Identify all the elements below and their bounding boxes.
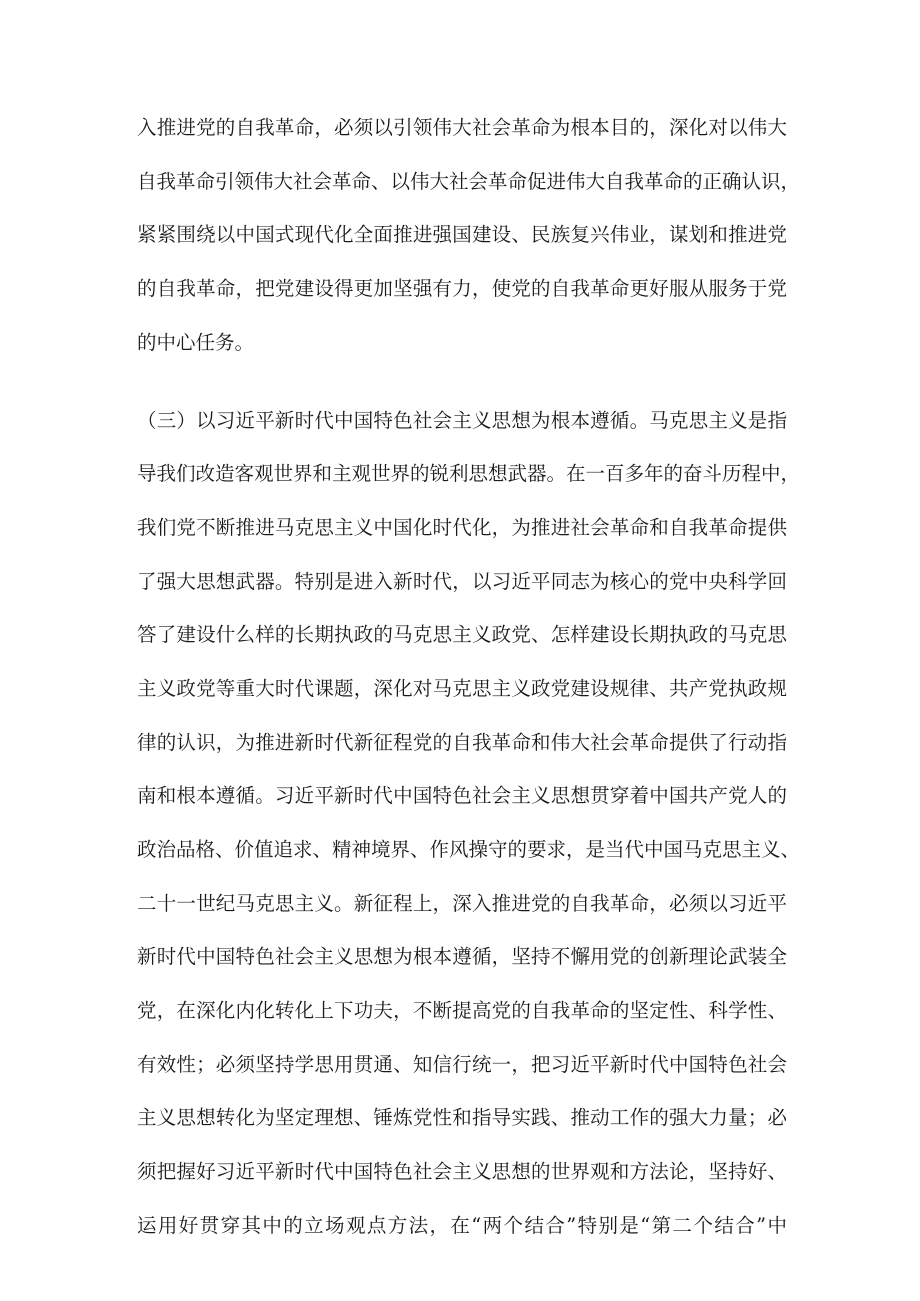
text-line: 入推进党的自我革命，必须以引领伟大社会革命为根本目的，深化对以伟大	[137, 116, 787, 139]
text-line: 二十一世纪马克思主义。新征程上，深入推进党的自我革命，必须以习近平	[137, 892, 787, 915]
text-line: 的中心任务。	[137, 331, 255, 354]
text-line: 紧紧围绕以中国式现代化全面推进强国建设、民族复兴伟业，谋划和推进党	[137, 223, 787, 246]
text-line: 自我革命引领伟大社会革命、以伟大社会革命促进伟大自我革命的正确认识，	[137, 170, 801, 193]
text-line: 主义思想转化为坚定理想、锤炼党性和指导实践、推动工作的强大力量；必	[137, 1106, 787, 1129]
text-line: 有效性；必须坚持学思用贯通、知信行统一，把习近平新时代中国特色社会	[137, 1053, 787, 1076]
text-line: 的自我革命，把党建设得更加坚强有力，使党的自我革命更好服从服务于党	[137, 277, 787, 300]
text-line: 我们党不断推进马克思主义中国化时代化，为推进社会革命和自我革命提供	[137, 516, 787, 539]
text-line: 律的认识，为推进新时代新征程党的自我革命和伟大社会革命提供了行动指	[137, 731, 787, 754]
text-line: 须把握好习近平新时代中国特色社会主义思想的世界观和方法论，坚持好、	[137, 1160, 787, 1183]
text-line: 导我们改造客观世界和主观世界的锐利思想武器。在一百多年的奋斗历程中，	[137, 462, 801, 485]
text-line: 了强大思想武器。特别是进入新时代，以习近平同志为核心的党中央科学回	[137, 570, 787, 593]
text-line: 答了建设什么样的长期执政的马克思主义政党、怎样建设长期执政的马克思	[137, 623, 787, 646]
text-line: 运用好贯穿其中的立场观点方法，在“两个结合”特别是“第二个结合”中	[137, 1214, 787, 1237]
text-line: 党，在深化内化转化上下功夫，不断提高党的自我革命的坚定性、科学性、	[137, 999, 787, 1022]
text-line: 政治品格、价值追求、精神境界、作风操守的要求，是当代中国马克思主义、	[137, 838, 801, 861]
text-line: 南和根本遵循。习近平新时代中国特色社会主义思想贯穿着中国共产党人的	[137, 784, 787, 807]
text-line: 主义政党等重大时代课题，深化对马克思主义政党建设规律、共产党执政规	[137, 677, 787, 700]
text-line: 新时代中国特色社会主义思想为根本遵循，坚持不懈用党的创新理论武装全	[137, 945, 787, 968]
text-line: （三）以习近平新时代中国特色社会主义思想为根本遵循。马克思主义是指	[137, 409, 787, 432]
